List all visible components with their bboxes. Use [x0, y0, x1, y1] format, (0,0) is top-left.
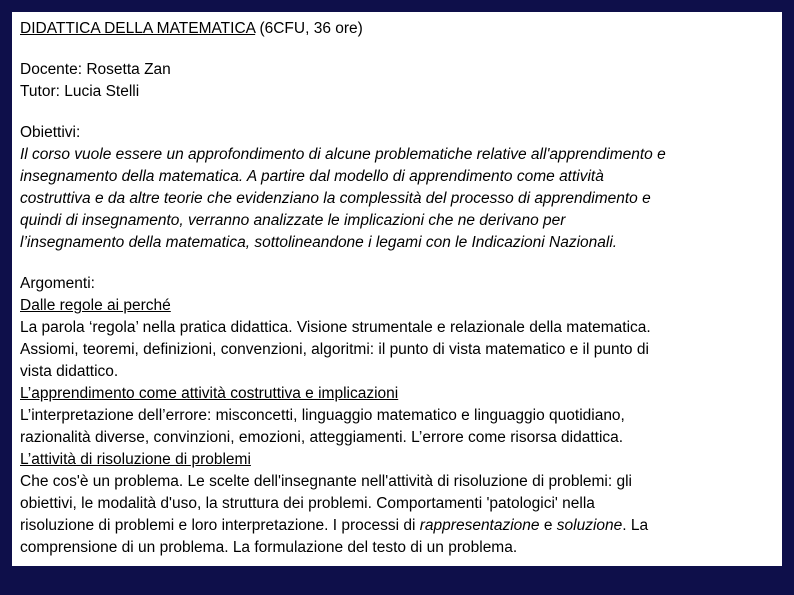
topic-line: razionalità diverse, convinzioni, emozioni, atteggiamenti. L’errore come risorsa didattica.	[20, 429, 624, 446]
docente-line: Docente: Rosetta Zan	[20, 61, 171, 78]
course-title: DIDATTICA DELLA MATEMATICA	[20, 20, 256, 37]
topic-line: La parola ‘regola’ nella pratica didattica. Visione strumentale e relazionale della matematica.	[20, 319, 651, 336]
obiettivi-line: costruttiva e da altre teorie che evidenziano la complessità del processo di apprendimento e	[20, 190, 651, 207]
topic-line	[20, 515, 774, 537]
obiettivi-line: insegnamento della matematica. A partire dal modello di apprendimento come attività	[20, 168, 604, 185]
obiettivi-heading: Obiettivi:	[20, 124, 81, 141]
course-credits: (6CFU, 36 ore)	[255, 20, 363, 37]
obiettivi-text	[20, 144, 774, 254]
topic-line: Assiomi, teoremi, definizioni, convenzioni, algoritmi: il punto di vista matematico e il punto di	[20, 341, 649, 358]
topic-title-problemi: L’attività di risoluzione di problemi	[20, 451, 251, 468]
obiettivi-line: l’insegnamento della matematica, sottolineandone i legami con le Indicazioni Nazionali.	[20, 234, 618, 251]
topic-text: . La	[622, 517, 649, 534]
topic-line: comprensione di un problema. La formulazione del testo di un problema.	[20, 539, 518, 556]
tutor-line: Tutor: Lucia Stelli	[20, 83, 140, 100]
topic-text: e	[539, 517, 557, 534]
emphasis-soluzione: soluzione	[556, 517, 623, 534]
topic-line: Che cos'è un problema. Le scelte dell'insegnante nell'attività di risoluzione di problemi: gli	[20, 473, 633, 490]
topic-line: obiettivi, le modalità d'uso, la struttura dei problemi. Comportamenti 'patologici' nella	[20, 495, 595, 512]
topic-title-apprendimento: L’apprendimento come attività costruttiva e implicazioni	[20, 385, 399, 402]
topic-line: L’interpretazione dell’errore: misconcetti, linguaggio matematico e linguaggio quotidiano,	[20, 407, 625, 424]
topic-title-regole: Dalle regole ai perché	[20, 297, 171, 314]
emphasis-rappresentazione: rappresentazione	[419, 517, 540, 534]
topic-text: risoluzione di problemi e loro interpretazione. I processi di	[20, 517, 420, 534]
course-title-line	[20, 18, 774, 40]
obiettivi-line: Il corso vuole essere un approfondimento di alcune problematiche relative all'apprendimento e	[20, 146, 666, 163]
argomenti-heading: Argomenti:	[20, 275, 95, 292]
topic-line: vista didattico.	[20, 363, 119, 380]
obiettivi-line: quindi di insegnamento, verranno analizzate le implicazioni che ne derivano per	[20, 212, 566, 229]
document-page	[12, 12, 782, 566]
